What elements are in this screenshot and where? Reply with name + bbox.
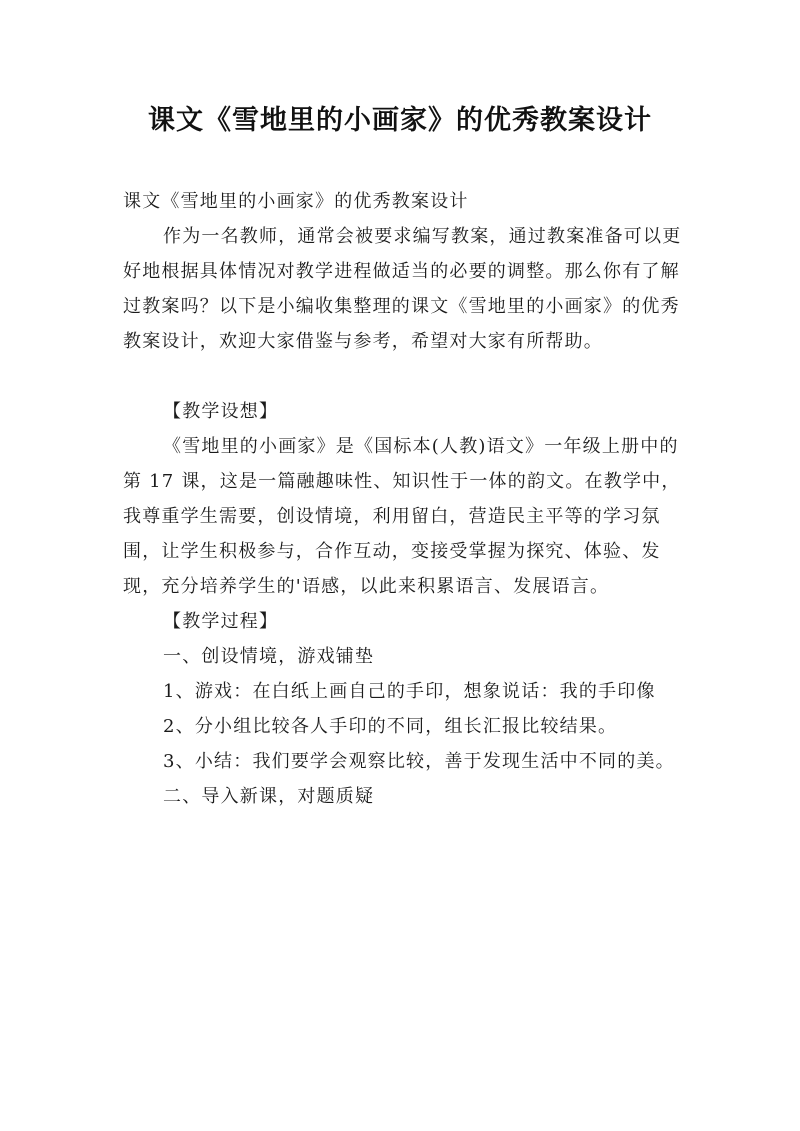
section-heading-teaching-idea: 【教学设想】 <box>163 401 279 422</box>
document-title: 课文《雪地里的小画家》的优秀教案设计 <box>148 105 652 136</box>
section-heading-teaching-process: 【教学过程】 <box>163 611 279 632</box>
step-one-paragraph: 1、游戏：在白纸上画自己的手印，想象说话：我的手印像 <box>163 681 656 702</box>
step-three-paragraph: 3、小结：我们要学会观察比较，善于发现生活中不同的美。 <box>163 751 675 772</box>
part-two-heading: 二、导入新课，对题质疑 <box>163 786 375 807</box>
step-two-paragraph: 2、分小组比较各人手印的不同，组长汇报比较结果。 <box>163 716 618 737</box>
part-one-heading: 一、创设情境，游戏铺垫 <box>163 646 375 667</box>
paragraph-spacer <box>123 359 695 394</box>
document-body <box>123 184 695 814</box>
intro-paragraph: 作为一名教师，通常会被要求编写教案，通过教案准备可以更好地根据具体情况对教学进程做适当的必要的调整。那么你有了解过教案吗？以下是小编收集整理的课文《雪地里的小画家》的优秀教案设计，欢迎大家借鉴与参考，希望对大家有所帮助。 <box>123 226 682 352</box>
teaching-idea-paragraph: 《雪地里的小画家》是《国标本(人教)语文》一年级上册中的第 17 课，这是一篇融趣味性、知识性于一体的韵文。在教学中，我尊重学生需要，创设情境，利用留白，营造民主平等的学习氛围，让学生积极参与，合作互动，变接受掌握为探究、体验、发现，充分培养学生的'语感，以此来积累语言、发展语言。 <box>123 436 681 597</box>
subtitle-line: 课文《雪地里的小画家》的优秀教案设计 <box>123 191 469 212</box>
